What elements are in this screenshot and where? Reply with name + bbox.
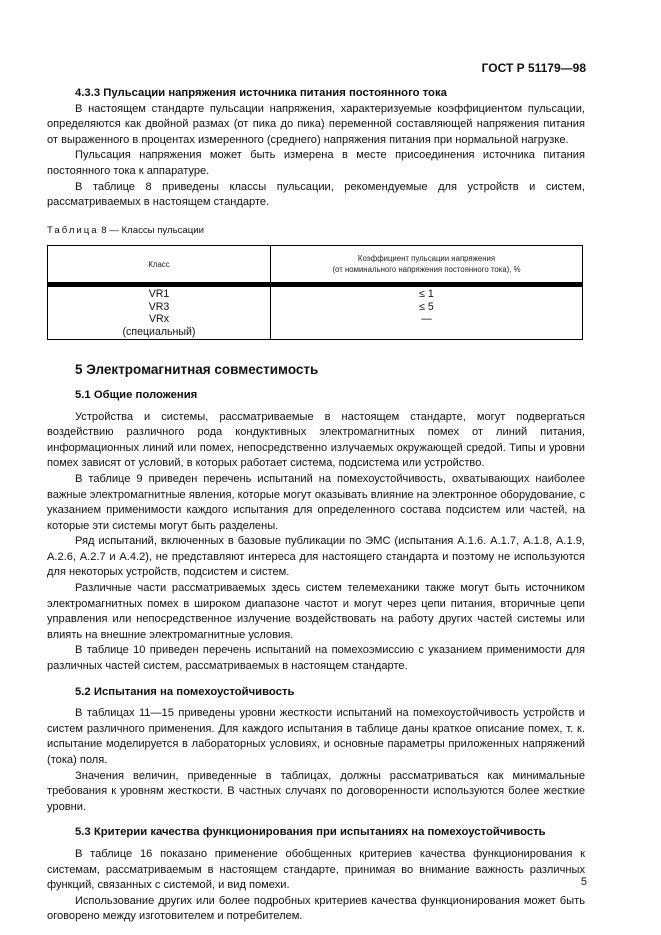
paragraph: В таблице 9 приведен перечень испытаний на помехоустойчивость, охватывающих наиболее важные электромагнитные явления, которые могут оказывать влияние на электронное оборудование, с указанием применимости каждого испытания для определенного состава подсистем или частей, на которые эти системы могут быть разделены. xyxy=(47,472,585,532)
header-line: Коэффициент пульсации напряжения xyxy=(357,254,496,264)
section-5-title: 5 Электромагнитная совместимость xyxy=(75,362,319,378)
paragraph: В таблице 8 приведены классы пульсации, рекомендуемые для устройств и систем, рассматриваемых в настоящем стандарте. xyxy=(47,180,585,209)
coefficient-value: ≤ 5 xyxy=(419,300,434,313)
paragraph: Значения величин, приведенные в таблицах, должны рассматриваться как минимальные требования к уровням жесткости. В частных случаях по договоренности используются более жесткие уровни. xyxy=(47,769,585,813)
section-5-2-title: 5.2 Испытания на помехоустойчивость xyxy=(75,685,295,698)
section-5-1-title: 5.1 Общие положения xyxy=(75,388,198,401)
table-caption-text: 8 — Классы пульсации xyxy=(98,224,204,236)
table-caption xyxy=(47,223,585,239)
paragraph: Различные части рассматриваемых здесь систем телемеханики также могут быть источником электромагнитных помех в широком диапазоне частот и могут через цепи питания, вторичные цепи управления или непосредственное излучение воздействовать на работу других частей системы или влиять на внешние электромагнитные условия. xyxy=(47,582,585,641)
paragraph: В таблицах 11—15 приведены уровни жесткости испытаний на помехоустойчивость устройств и систем различного применения. Для каждого испытания в таблице даны краткое описание помех, т. к. испытание моделируется в лабораторных условиях, и основные параметры приложенных напряжений (тока) поля. xyxy=(47,707,585,766)
column-header-class: Класс xyxy=(48,246,271,285)
class-value: (специальный) xyxy=(122,325,196,338)
section-4-3-3-title: 4.3.3 Пульсации напряжения источника питания постоянного тока xyxy=(75,87,447,99)
table-row xyxy=(48,285,583,340)
class-value: VRx xyxy=(148,313,169,326)
coefficient-value: ≤ 1 xyxy=(419,288,434,301)
class-value: VR3 xyxy=(148,300,170,313)
column-header-ripple-coefficient xyxy=(271,246,583,285)
paragraph: Ряд испытаний, включенных в базовые публикации по ЭМС (испытания А.1.6. А.1.7, А.1.8, А.1.9, А.2.6, А.2.7 и А.4.2), не представляют интереса для настоящего стандарта и поэтому не используются для некоторых устройств, подсистем и систем. xyxy=(47,535,585,579)
paragraph: Использование других или более подробных критериев качества функционирования может быть оговорено между изготовителем и потребителем. xyxy=(47,894,585,923)
coefficient-cell xyxy=(271,285,583,340)
ripple-classes-table xyxy=(47,245,583,340)
document-id: ГОСТ Р 51179—98 xyxy=(481,61,586,75)
page-number: 5 xyxy=(580,876,587,888)
page-content xyxy=(47,86,585,925)
paragraph: В таблице 16 показано применение обобщенных критериев качества функционирования к системам, рассматриваемым в настоящем стандарте, принимая во внимание важность различных функций, связанных с системой, и вид помехи. xyxy=(47,847,585,892)
class-cell xyxy=(48,285,271,340)
class-value: VR1 xyxy=(148,288,170,301)
paragraph: В таблице 10 приведен перечень испытаний на помехоэмиссию с указанием применимости для различных частей систем, рассматриваемых в настоящем стандарте. xyxy=(47,644,585,673)
paragraph: Устройства и системы, рассматриваемые в настоящем стандарте, могут подвергаться воздействию различного рода кондуктивных электромагнитных помех от линий питания, информационных линий или помех, непосредственно излучаемых окружающей средой. Типы и уровни помех зависят от условий, в которых работает система, подсистема или устройство. xyxy=(47,410,585,470)
section-5-3-title: 5.3 Критерии качества функционирования при испытаниях на помехоустойчивость xyxy=(75,826,546,839)
paragraph: В настоящем стандарте пульсации напряжения, характеризуемые коэффициентом пульсации, определяются как двойной размах (от пика до пика) переменной составляющей напряжения питания от выраженного в процентах измеренного (среднего) напряжения питания при нормальной нагрузке. xyxy=(47,102,585,146)
table-caption-label: Таблица xyxy=(47,224,99,236)
coefficient-value: — xyxy=(421,313,432,326)
header-line: (от номинального напряжения постоянного тока), % xyxy=(332,265,521,275)
paragraph: Пульсация напряжения может быть измерена в месте присоединения источника питания постоянного тока к аппаратуре. xyxy=(47,149,585,177)
